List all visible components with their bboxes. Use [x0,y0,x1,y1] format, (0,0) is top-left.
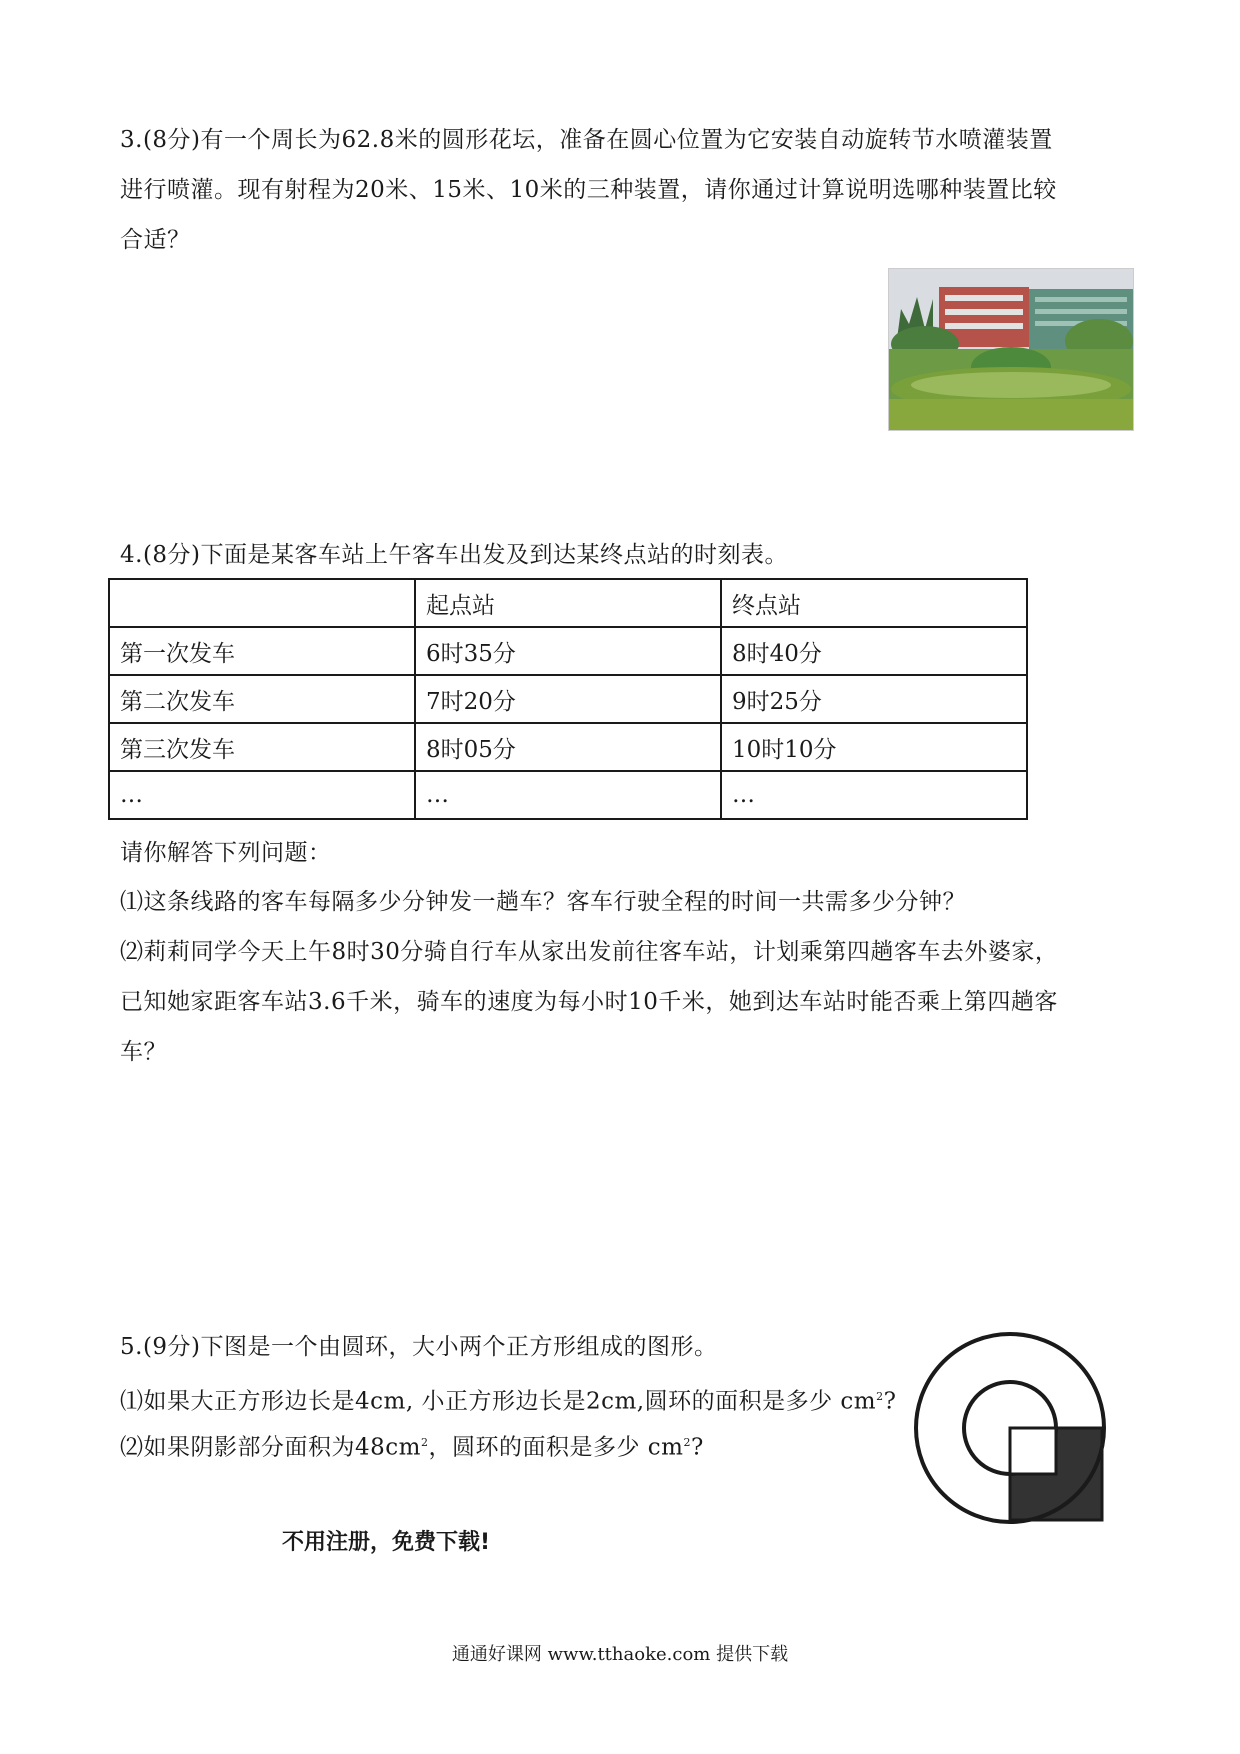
q5-intro: 5.(9分)下图是一个由圆环，大小两个正方形组成的图形。 [120,1334,718,1360]
table-row [109,771,1027,819]
table-row [109,627,1027,675]
q4-sub2-line-1: ⑵莉莉同学今天上午8时30分骑自行车从家出发前往客车站，计划乘第四趟客车去外婆家， [120,939,1059,965]
flower-bed-photo [888,268,1134,431]
q4-sub2-line-3: 车？ [120,1039,167,1065]
q5-sub2-end: ? [690,1434,704,1461]
q5-sub2-exponent: 2 [420,1436,429,1449]
table-cell: 9时25分 [721,675,1027,723]
q5-sub2-text: ⑵如果阴影部分面积为48cm [120,1434,421,1461]
table-cell: … [109,771,415,819]
q5-sub2-mid: ，圆环的面积是多少 cm [428,1434,684,1461]
q5-sub1-exponent: 2 [876,1390,884,1403]
table-cell: 7时20分 [415,675,721,723]
table-header-row [109,579,1027,627]
table-cell: … [415,771,721,819]
table-cell: 8时05分 [415,723,721,771]
q4-sub2-line-2: 已知她家距客车站3.6千米，骑车的速度为每小时10千米，她到达车站时能否乘上第四趟客 [120,989,1058,1015]
table-header-cell [109,579,415,627]
ring-squares-figure [912,1330,1108,1526]
promo-text: 不用注册，免费下载! [282,1530,491,1555]
q3-line-3: 合适？ [120,227,191,253]
small-square [1010,1428,1056,1474]
footer: 通通好课网 www.tthaoke.com 提供下载 [451,1644,789,1665]
q5-sub1-text: ⑴如果大正方形边长是4cm, 小正方形边长是2cm,圆环的面积是多少 cm [120,1388,877,1415]
table-cell: 第三次发车 [109,723,415,771]
q3-line-1: 3.(8分)有一个周长为62.8米的圆形花坛，准备在圆心位置为它安装自动旋转节水喷灌装置 [120,127,1053,153]
table-header-cell: 起点站 [415,579,721,627]
q5-sub1 [120,1382,896,1417]
table-cell: 第二次发车 [109,675,415,723]
table-row [109,675,1027,723]
q5-sub2 [120,1428,704,1463]
table-cell: 8时40分 [721,627,1027,675]
q5-sub2-exponent-2: 2 [683,1436,691,1449]
table-row [109,723,1027,771]
table-cell: … [721,771,1027,819]
timetable [108,578,1028,820]
q4-prompt: 请你解答下列问题： [120,840,332,866]
q4-sub1: ⑴这条线路的客车每隔多少分钟发一趟车？客车行驶全程的时间一共需多少分钟？ [120,889,966,915]
table-cell: 6时35分 [415,627,721,675]
table-header-cell: 终点站 [721,579,1027,627]
table-cell: 10时10分 [721,723,1027,771]
q3-line-2: 进行喷灌。现有射程为20米、15米、10米的三种装置，请你通过计算说明选哪种装置比较 [120,177,1057,203]
q4-intro: 4.(8分)下面是某客车站上午客车出发及到达某终点站的时刻表。 [120,542,789,568]
table-cell: 第一次发车 [109,627,415,675]
q5-sub1-end: ? [883,1388,897,1415]
